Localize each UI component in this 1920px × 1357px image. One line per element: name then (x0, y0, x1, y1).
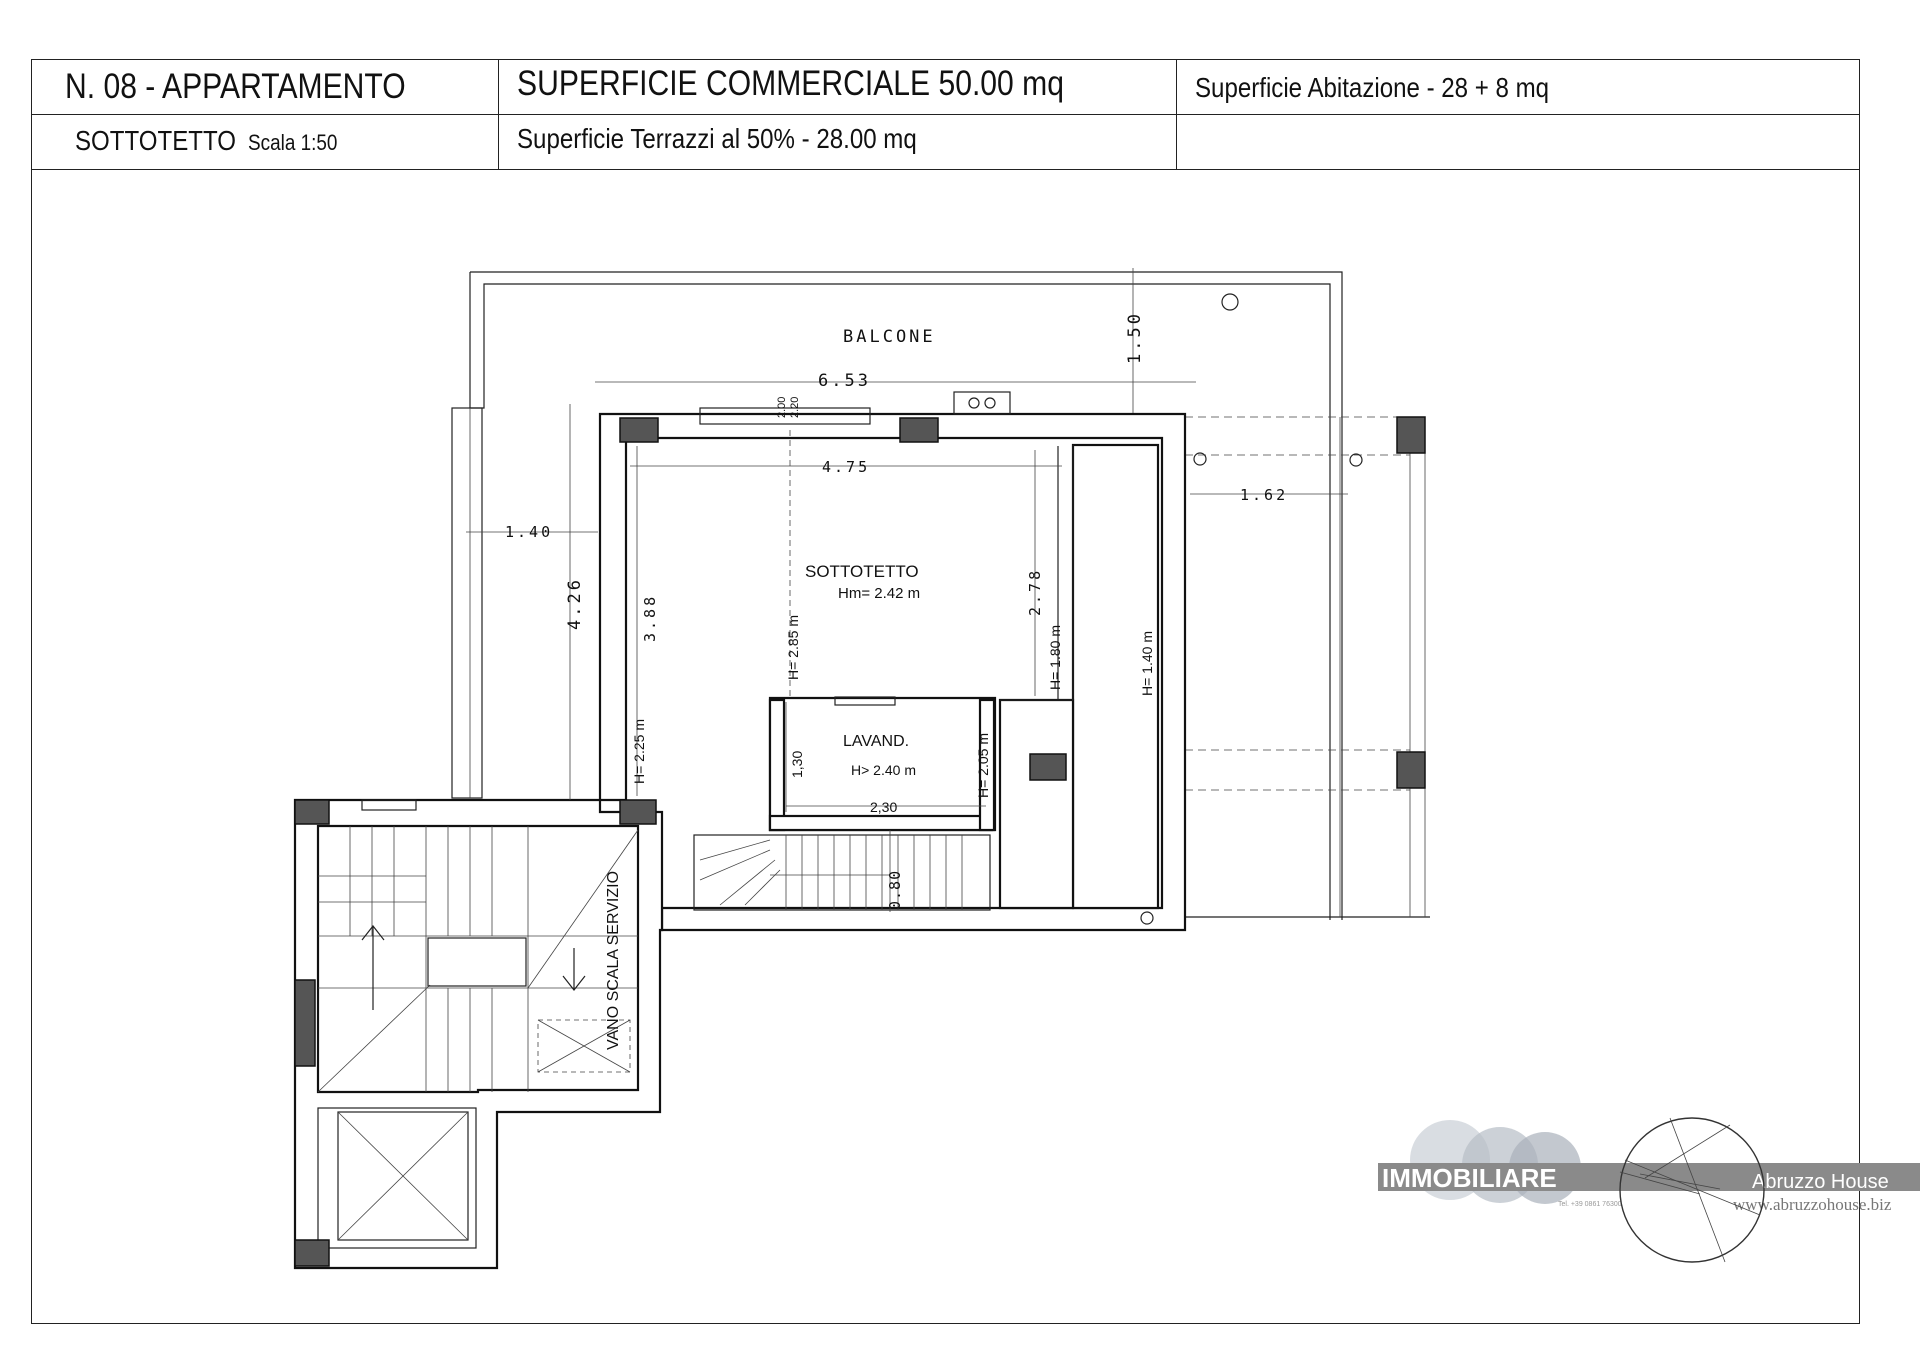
vent-box (954, 392, 1010, 414)
chimney (900, 418, 938, 442)
floor-name: SOTTOTETTO (75, 125, 236, 156)
dim-attic-inner-width: 4.75 (822, 458, 871, 476)
room-laundry-label: LAVAND. (843, 733, 910, 750)
agency-logo (1378, 1118, 1920, 1262)
height-label: H= 1.80 m (1047, 625, 1063, 690)
logo-phone: Tel. +39 0861 76300 (1558, 1201, 1622, 1208)
chimney (620, 418, 658, 442)
pillar (1397, 417, 1425, 453)
dim-laundry-width: 2,30 (870, 799, 898, 815)
height-label: H= 1.40 m (1139, 631, 1155, 696)
right-terrace (1185, 417, 1430, 917)
unit-title: N. 08 - APPARTAMENTO (65, 67, 406, 106)
dim-laundry-height: 1,30 (789, 750, 805, 778)
stair-label: VANO SCALA SERVIZIO (605, 870, 622, 1050)
height-label: H= 2.25 m (631, 719, 647, 784)
dim-inner-right-height: 2.78 (1026, 567, 1044, 616)
balcony-parapet (452, 408, 482, 798)
dim-left-balcony: 1.40 (505, 523, 554, 541)
pillar (295, 1240, 329, 1266)
drain-icon (1222, 294, 1238, 310)
pillar (295, 980, 315, 1066)
pillar (295, 800, 329, 824)
dim-window-b: 2.20 (789, 396, 801, 418)
low-height-zone-lower (1000, 700, 1073, 908)
dim-left-height: 4.26 (565, 577, 585, 630)
room-laundry-height: H> 2.40 m (851, 762, 916, 778)
scale-label: Scala 1:50 (248, 130, 338, 155)
dim-stair-gap: 0.80 (886, 869, 904, 910)
pillar (1397, 752, 1425, 788)
internal-stair (694, 835, 990, 910)
height-label: H= 2.05 m (975, 733, 991, 798)
living-area: Superficie Abitazione - 28 + 8 mq (1195, 72, 1550, 103)
balcony-label: BALCONE (843, 327, 936, 347)
logo-website: www.abruzzohouse.biz (1733, 1195, 1892, 1214)
pillar (620, 800, 656, 824)
terrace-area: Superficie Terrazzi al 50% - 28.00 mq (517, 123, 917, 154)
commercial-area: SUPERFICIE COMMERCIALE 50.00 mq (517, 64, 1064, 103)
height-label: H= 2.85 m (785, 615, 801, 680)
logo-name: Abruzzo House (1752, 1171, 1889, 1193)
dim-right-terrace: 1.62 (1240, 486, 1289, 504)
dim-balcony-depth: 1.50 (1125, 311, 1145, 364)
logo-brand: IMMOBILIARE (1382, 1163, 1557, 1193)
room-attic-label: SOTTOTETTO (805, 562, 919, 581)
room-attic-height: Hm= 2.42 m (838, 585, 921, 602)
dim-attic-width: 6.53 (818, 371, 871, 391)
dim-inner-left-height: 3.88 (641, 593, 659, 642)
attic-walls (600, 392, 1185, 930)
dim-window-a: 2.00 (776, 396, 788, 418)
